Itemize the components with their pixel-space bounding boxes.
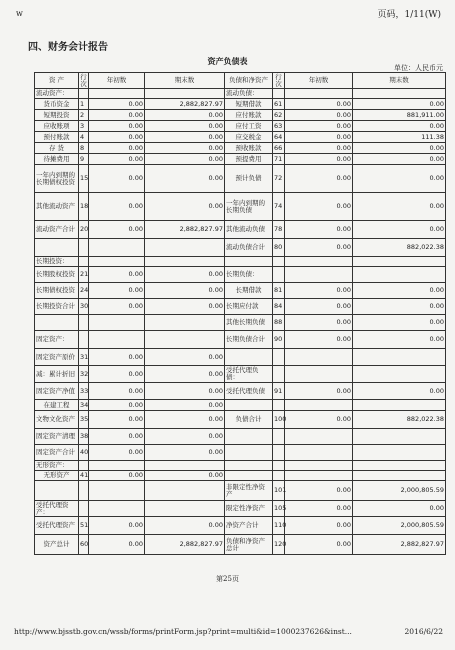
liability-seq-cell: 78 bbox=[273, 221, 285, 239]
asset-end-cell: 0.00 bbox=[145, 517, 225, 535]
liability-end-cell bbox=[353, 429, 446, 445]
asset-name-cell: 货币资金 bbox=[35, 99, 79, 110]
liability-seq-cell bbox=[273, 429, 285, 445]
liability-begin-cell: 0.00 bbox=[285, 517, 353, 535]
asset-seq-cell: 38 bbox=[79, 429, 89, 445]
liability-name-cell bbox=[225, 257, 273, 267]
liability-name-cell: 受托代理负债： bbox=[225, 366, 273, 383]
asset-name-cell: 长期投资合计 bbox=[35, 299, 79, 315]
asset-end-cell: 0.00 bbox=[145, 121, 225, 132]
liability-begin-cell: 0.00 bbox=[285, 501, 353, 517]
asset-seq-cell: 35 bbox=[79, 411, 89, 429]
liability-begin-cell: 0.00 bbox=[285, 165, 353, 193]
liability-end-cell bbox=[353, 445, 446, 461]
liability-seq-cell: 61 bbox=[273, 99, 285, 110]
asset-name-cell: 固定资产合计 bbox=[35, 445, 79, 461]
asset-seq-cell: 18 bbox=[79, 193, 89, 221]
asset-name-cell: 固定资产清理 bbox=[35, 429, 79, 445]
asset-name-cell: 在建工程 bbox=[35, 400, 79, 411]
col-begin-2: 年初数 bbox=[285, 73, 353, 89]
asset-end-cell: 0.00 bbox=[145, 445, 225, 461]
asset-seq-cell: 34 bbox=[80, 400, 89, 409]
liability-name-cell: 其他长期负债 bbox=[225, 315, 273, 331]
asset-begin-cell: 0.00 bbox=[89, 445, 145, 461]
liability-name-cell bbox=[225, 445, 273, 461]
liability-name-cell: 限定性净资产 bbox=[225, 501, 273, 517]
print-url: http://www.bjsstb.gov.cn/wssb/forms/printForm.jsp?print=multi&id=1000237626&inst... bbox=[14, 627, 352, 636]
table-row bbox=[35, 481, 446, 501]
asset-end-cell: 2,882,827.97 bbox=[145, 99, 225, 110]
liability-name-cell: 应交税金 bbox=[225, 132, 273, 143]
liability-begin-cell: 0.00 bbox=[285, 154, 353, 165]
col-liability: 负债和净资产 bbox=[225, 73, 273, 89]
asset-name-cell: 流动资产： bbox=[35, 89, 79, 99]
asset-end-cell: 0.00 bbox=[145, 143, 225, 154]
liability-end-cell: 0.00 bbox=[353, 283, 446, 299]
asset-end-cell: 0.00 bbox=[145, 349, 225, 366]
liability-begin-cell: 0.00 bbox=[285, 481, 353, 501]
liability-begin-cell: 0.00 bbox=[285, 331, 353, 349]
asset-end-cell: 0.00 bbox=[145, 471, 225, 481]
liability-seq-cell: 91 bbox=[273, 383, 285, 400]
asset-name-cell: 长期债权投资 bbox=[35, 283, 79, 299]
liability-name-cell: 非限定性净资产 bbox=[225, 481, 273, 501]
liability-name-cell: 受托代理负债 bbox=[225, 383, 273, 400]
table-row bbox=[35, 517, 446, 535]
table-row bbox=[35, 132, 446, 143]
liability-begin-cell: 0.00 bbox=[285, 535, 353, 555]
liability-name-cell: 一年内到期的长期负债 bbox=[225, 193, 273, 221]
liability-end-cell: 2,000,805.59 bbox=[353, 481, 446, 501]
liability-begin-cell: 0.00 bbox=[285, 239, 353, 257]
liability-end-cell: 2,882,827.97 bbox=[353, 535, 446, 555]
table-row bbox=[35, 99, 446, 110]
col-asset: 资 产 bbox=[35, 73, 79, 89]
asset-seq-cell bbox=[79, 89, 89, 99]
liability-name-cell: 应付工资 bbox=[225, 121, 273, 132]
liability-begin-cell: 0.00 bbox=[285, 99, 353, 110]
section-title: 四、财务会计报告 bbox=[28, 42, 108, 53]
liability-end-cell bbox=[353, 257, 446, 267]
asset-seq-cell bbox=[79, 461, 89, 471]
liability-name-cell: 其他流动负债 bbox=[225, 221, 273, 239]
asset-end-cell bbox=[145, 461, 225, 471]
liability-begin-cell: 0.00 bbox=[285, 221, 353, 239]
asset-end-cell: 0.00 bbox=[145, 299, 225, 315]
table-row bbox=[35, 89, 446, 99]
asset-end-cell bbox=[145, 257, 225, 267]
table-row bbox=[35, 165, 446, 193]
asset-end-cell: 0.00 bbox=[145, 165, 225, 193]
liability-seq-cell: 63 bbox=[273, 121, 285, 132]
asset-seq-cell: 60 bbox=[79, 535, 89, 555]
asset-name-cell: 待摊费用 bbox=[35, 154, 79, 165]
asset-seq-cell bbox=[79, 331, 89, 349]
asset-seq-cell: 24 bbox=[79, 283, 89, 299]
liability-begin-cell bbox=[285, 461, 353, 471]
asset-begin-cell: 0.00 bbox=[89, 121, 145, 132]
asset-begin-cell: 0.00 bbox=[89, 517, 145, 535]
table-row bbox=[35, 193, 446, 221]
currency-unit: 单位：人民币元 bbox=[394, 64, 443, 72]
page-indicator: 页码，1/11(W) bbox=[377, 10, 441, 20]
liability-end-cell: 882,022.38 bbox=[353, 411, 446, 429]
liability-seq-cell: 100 bbox=[273, 411, 285, 429]
page-number: 第25页 bbox=[216, 575, 239, 583]
asset-seq-cell bbox=[79, 257, 89, 267]
liability-begin-cell: 0.00 bbox=[285, 121, 353, 132]
asset-begin-cell bbox=[89, 481, 145, 501]
table-row bbox=[35, 154, 446, 165]
liability-name-cell bbox=[225, 429, 273, 445]
asset-name-cell: 固定资产原价 bbox=[35, 349, 79, 366]
col-end-2: 期末数 bbox=[353, 73, 446, 89]
asset-begin-cell bbox=[89, 239, 145, 257]
liability-begin-cell: 0.00 bbox=[285, 283, 353, 299]
asset-begin-cell bbox=[89, 315, 145, 331]
table-row bbox=[35, 283, 446, 299]
liability-begin-cell bbox=[285, 349, 353, 366]
liability-seq-cell: 74 bbox=[273, 193, 285, 221]
asset-end-cell: 0.00 bbox=[145, 366, 225, 383]
liability-seq-cell: 71 bbox=[273, 154, 285, 165]
asset-name-cell: 长期投资： bbox=[35, 257, 79, 267]
asset-begin-cell bbox=[89, 331, 145, 349]
liability-end-cell: 0.00 bbox=[353, 154, 446, 165]
liability-begin-cell: 0.00 bbox=[285, 110, 353, 121]
liability-begin-cell bbox=[285, 366, 353, 383]
asset-begin-cell: 0.00 bbox=[89, 110, 145, 121]
liability-name-cell bbox=[225, 471, 273, 481]
asset-name-cell: 应收账项 bbox=[35, 121, 79, 132]
print-date: 2016/6/22 bbox=[404, 627, 443, 636]
asset-seq-cell: 30 bbox=[79, 299, 89, 315]
liability-end-cell: 0.00 bbox=[353, 165, 446, 193]
asset-begin-cell: 0.00 bbox=[89, 411, 145, 429]
table-row bbox=[35, 315, 446, 331]
table-row bbox=[35, 383, 446, 400]
liability-seq-cell bbox=[273, 400, 285, 411]
table-row bbox=[35, 221, 446, 239]
asset-name-cell: 文物文化资产 bbox=[35, 411, 79, 429]
asset-end-cell: 0.00 bbox=[145, 154, 225, 165]
table-row bbox=[35, 121, 446, 132]
liability-seq-cell bbox=[273, 461, 285, 471]
asset-begin-cell: 0.00 bbox=[89, 99, 145, 110]
liability-seq-cell: 120 bbox=[273, 535, 285, 555]
asset-end-cell bbox=[145, 501, 225, 517]
liability-name-cell bbox=[225, 400, 273, 411]
asset-begin-cell bbox=[89, 89, 145, 99]
asset-seq-cell: 40 bbox=[79, 445, 89, 461]
asset-seq-cell: 31 bbox=[79, 349, 89, 366]
table-row bbox=[35, 110, 446, 121]
document-title: 资产负债表 bbox=[207, 56, 248, 66]
liability-end-cell bbox=[353, 366, 446, 383]
asset-end-cell: 2,882,827.97 bbox=[145, 221, 225, 239]
liability-seq-cell: 88 bbox=[273, 315, 285, 331]
liability-seq-cell: 84 bbox=[273, 299, 285, 315]
asset-begin-cell: 0.00 bbox=[89, 267, 145, 283]
liability-name-cell bbox=[225, 461, 273, 471]
asset-seq-cell bbox=[79, 501, 89, 517]
asset-end-cell bbox=[145, 315, 225, 331]
liability-seq-cell bbox=[273, 366, 285, 383]
table-row bbox=[35, 411, 446, 429]
asset-seq-cell: 41 bbox=[80, 471, 89, 480]
table-row bbox=[35, 535, 446, 555]
asset-end-cell: 0.00 bbox=[145, 193, 225, 221]
liability-seq-cell bbox=[273, 267, 285, 283]
liability-name-cell: 净资产合计 bbox=[225, 517, 273, 535]
liability-begin-cell bbox=[285, 429, 353, 445]
col-seq: 行次 bbox=[80, 72, 87, 88]
table-header-row bbox=[35, 73, 446, 89]
col-end: 期末数 bbox=[145, 73, 225, 89]
liability-seq-cell: 90 bbox=[273, 331, 285, 349]
liability-seq-cell bbox=[273, 445, 285, 461]
asset-begin-cell: 0.00 bbox=[89, 165, 145, 193]
asset-begin-cell: 0.00 bbox=[89, 535, 145, 555]
asset-end-cell: 0.00 bbox=[145, 267, 225, 283]
liability-seq-cell: 72 bbox=[273, 165, 285, 193]
liability-end-cell: 0.00 bbox=[353, 193, 446, 221]
asset-end-cell: 0.00 bbox=[145, 411, 225, 429]
liability-name-cell: 负债合计 bbox=[225, 411, 273, 429]
table-row bbox=[35, 461, 446, 471]
asset-seq-cell: 20 bbox=[79, 221, 89, 239]
table-body bbox=[35, 89, 446, 555]
asset-begin-cell: 0.00 bbox=[89, 366, 145, 383]
asset-begin-cell: 0.00 bbox=[89, 400, 145, 411]
balance-sheet-table bbox=[34, 72, 446, 555]
table-row bbox=[35, 366, 446, 383]
liability-name-cell bbox=[225, 349, 273, 366]
asset-name-cell: 无形资产 bbox=[35, 471, 79, 481]
liability-name-cell: 负债和净资产总计 bbox=[225, 535, 273, 555]
asset-name-cell: 一年内到期的长期债权投资 bbox=[35, 165, 79, 193]
asset-seq-cell: 15 bbox=[79, 165, 89, 193]
liability-end-cell: 0.00 bbox=[353, 121, 446, 132]
asset-seq-cell bbox=[79, 481, 89, 501]
asset-name-cell: 存 货 bbox=[35, 143, 79, 154]
liability-begin-cell bbox=[285, 471, 353, 481]
liability-name-cell: 预收账款 bbox=[225, 143, 273, 154]
liability-name-cell: 长期借款 bbox=[225, 283, 273, 299]
liability-name-cell: 长期应付款 bbox=[225, 299, 273, 315]
liability-end-cell bbox=[353, 349, 446, 366]
liability-name-cell: 流动负债合计 bbox=[225, 239, 273, 257]
asset-name-cell: 短期投资 bbox=[35, 110, 79, 121]
table-row bbox=[35, 349, 446, 366]
asset-name-cell: 其他流动资产 bbox=[35, 193, 79, 221]
asset-seq-cell: 51 bbox=[79, 517, 89, 535]
table-row bbox=[35, 299, 446, 315]
asset-begin-cell bbox=[89, 461, 145, 471]
asset-name-cell: 受托代理资产 bbox=[35, 517, 79, 535]
liability-end-cell: 882,022.38 bbox=[353, 239, 446, 257]
liability-end-cell: 0.00 bbox=[353, 299, 446, 315]
table-row bbox=[35, 471, 446, 481]
asset-seq-cell: 32 bbox=[79, 366, 89, 383]
asset-end-cell bbox=[145, 89, 225, 99]
table-row bbox=[35, 331, 446, 349]
asset-begin-cell bbox=[89, 501, 145, 517]
liability-begin-cell bbox=[285, 445, 353, 461]
liability-seq-cell bbox=[273, 349, 285, 366]
asset-name-cell bbox=[35, 315, 79, 331]
asset-name-cell: 减：累计折旧 bbox=[35, 366, 79, 383]
liability-end-cell bbox=[353, 267, 446, 283]
liability-name-cell: 短期借款 bbox=[225, 99, 273, 110]
liability-seq-cell: 110 bbox=[273, 517, 285, 535]
asset-end-cell: 0.00 bbox=[145, 400, 225, 411]
table-row bbox=[35, 257, 446, 267]
liability-seq-cell bbox=[273, 471, 285, 481]
asset-begin-cell: 0.00 bbox=[89, 143, 145, 154]
asset-end-cell: 0.00 bbox=[145, 383, 225, 400]
liability-name-cell: 长期负债： bbox=[225, 267, 273, 283]
table-row bbox=[35, 501, 446, 517]
liability-begin-cell bbox=[285, 89, 353, 99]
liability-seq-cell: 101 bbox=[273, 481, 285, 501]
liability-end-cell bbox=[353, 400, 446, 411]
asset-end-cell: 0.00 bbox=[145, 132, 225, 143]
liability-name-cell: 流动负债： bbox=[225, 89, 273, 99]
asset-begin-cell: 0.00 bbox=[89, 349, 145, 366]
asset-begin-cell: 0.00 bbox=[89, 471, 145, 481]
liability-name-cell: 长期负债合计 bbox=[225, 331, 273, 349]
table-row bbox=[35, 429, 446, 445]
liability-end-cell: 0.00 bbox=[353, 99, 446, 110]
liability-seq-cell: 62 bbox=[273, 110, 285, 121]
asset-seq-cell: 33 bbox=[79, 383, 89, 400]
asset-name-cell: 资产总计 bbox=[35, 535, 79, 555]
liability-seq-cell: 64 bbox=[273, 132, 285, 143]
table-row bbox=[35, 143, 446, 154]
asset-begin-cell: 0.00 bbox=[89, 383, 145, 400]
header-mark: w bbox=[16, 9, 23, 18]
asset-end-cell: 0.00 bbox=[145, 429, 225, 445]
asset-begin-cell: 0.00 bbox=[89, 193, 145, 221]
liability-begin-cell: 0.00 bbox=[285, 383, 353, 400]
liability-end-cell: 2,000,805.59 bbox=[353, 517, 446, 535]
asset-name-cell: 无形资产： bbox=[35, 461, 79, 471]
liability-end-cell: 0.00 bbox=[353, 331, 446, 349]
table-row bbox=[35, 239, 446, 257]
liability-begin-cell bbox=[285, 267, 353, 283]
liability-seq-cell bbox=[273, 89, 285, 99]
liability-begin-cell bbox=[285, 400, 353, 411]
liability-end-cell: 0.00 bbox=[353, 315, 446, 331]
asset-begin-cell: 0.00 bbox=[89, 299, 145, 315]
asset-begin-cell: 0.00 bbox=[89, 283, 145, 299]
col-begin: 年初数 bbox=[89, 73, 145, 89]
liability-seq-cell: 81 bbox=[273, 283, 285, 299]
liability-end-cell: 881,911.00 bbox=[353, 110, 446, 121]
liability-begin-cell: 0.00 bbox=[285, 299, 353, 315]
table-row bbox=[35, 267, 446, 283]
asset-begin-cell: 0.00 bbox=[89, 154, 145, 165]
asset-name-cell: 预付账款 bbox=[35, 132, 79, 143]
asset-name-cell: 受托代理资产： bbox=[35, 501, 79, 517]
asset-end-cell bbox=[145, 331, 225, 349]
asset-seq-cell: 2 bbox=[79, 110, 89, 121]
liability-name-cell: 预计负债 bbox=[225, 165, 273, 193]
liability-end-cell bbox=[353, 461, 446, 471]
liability-seq-cell: 80 bbox=[273, 239, 285, 257]
liability-seq-cell bbox=[273, 257, 285, 267]
table-row bbox=[35, 400, 446, 411]
col-seq-2: 行次 bbox=[273, 73, 285, 89]
asset-seq-cell bbox=[79, 239, 89, 257]
asset-begin-cell: 0.00 bbox=[89, 221, 145, 239]
asset-name-cell bbox=[35, 239, 79, 257]
asset-name-cell bbox=[35, 481, 79, 501]
asset-seq-cell: 4 bbox=[79, 132, 89, 143]
liability-end-cell: 0.00 bbox=[353, 383, 446, 400]
asset-seq-cell: 8 bbox=[79, 143, 89, 154]
asset-begin-cell bbox=[89, 257, 145, 267]
liability-begin-cell: 0.00 bbox=[285, 315, 353, 331]
table-row bbox=[35, 445, 446, 461]
liability-begin-cell: 0.00 bbox=[285, 132, 353, 143]
asset-name-cell: 固定资产净值 bbox=[35, 383, 79, 400]
liability-seq-cell: 105 bbox=[273, 501, 285, 517]
asset-begin-cell: 0.00 bbox=[89, 132, 145, 143]
liability-end-cell bbox=[353, 89, 446, 99]
asset-seq-cell: 1 bbox=[79, 99, 89, 110]
liability-end-cell: 111.38 bbox=[353, 132, 446, 143]
asset-end-cell: 2,882,827.97 bbox=[145, 535, 225, 555]
liability-begin-cell bbox=[285, 257, 353, 267]
liability-name-cell: 预提费用 bbox=[225, 154, 273, 165]
liability-seq-cell: 66 bbox=[273, 143, 285, 154]
liability-end-cell: 0.00 bbox=[353, 143, 446, 154]
liability-begin-cell: 0.00 bbox=[285, 411, 353, 429]
asset-seq-cell: 9 bbox=[79, 154, 89, 165]
liability-end-cell: 0.00 bbox=[353, 221, 446, 239]
asset-seq-cell: 3 bbox=[79, 121, 89, 132]
asset-end-cell bbox=[145, 481, 225, 501]
asset-end-cell: 0.00 bbox=[145, 283, 225, 299]
liability-begin-cell: 0.00 bbox=[285, 143, 353, 154]
liability-name-cell: 应付账款 bbox=[225, 110, 273, 121]
liability-end-cell: 0.00 bbox=[353, 501, 446, 517]
asset-seq-cell: 21 bbox=[79, 267, 89, 283]
asset-name-cell: 长期股权投资 bbox=[35, 267, 79, 283]
asset-begin-cell: 0.00 bbox=[89, 429, 145, 445]
asset-name-cell: 固定资产： bbox=[35, 331, 79, 349]
asset-end-cell bbox=[145, 239, 225, 257]
asset-name-cell: 流动资产合计 bbox=[35, 221, 79, 239]
asset-seq-cell bbox=[79, 315, 89, 331]
liability-end-cell bbox=[353, 471, 446, 481]
asset-end-cell: 0.00 bbox=[145, 110, 225, 121]
liability-begin-cell: 0.00 bbox=[285, 193, 353, 221]
